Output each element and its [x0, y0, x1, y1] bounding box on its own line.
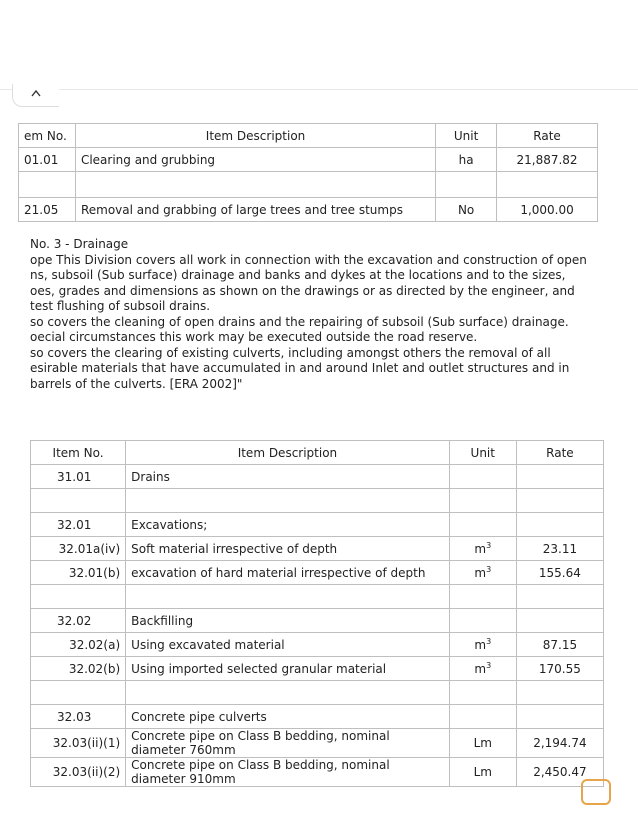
- cell-item-no: 32.02(b): [31, 657, 126, 681]
- cell-rate: 23.11: [516, 537, 603, 561]
- cell-rate: [516, 585, 603, 609]
- cell-unit: [449, 585, 516, 609]
- table-row: [31, 758, 604, 787]
- cell-item-description: Using imported selected granular material: [126, 657, 450, 681]
- paragraph-line: ns, subsoil (Sub surface) drainage and banks and dykes at the locations and to the sizes,: [30, 268, 566, 282]
- cell-unit: $m^3$: [449, 633, 516, 657]
- cell-item-description: excavation of hard material irrespective of depth: [126, 561, 450, 585]
- rates-table-clearing: [18, 123, 598, 222]
- paragraph-line: oes, grades and dimensions as shown on the drawings or as directed by the engineer, and: [30, 283, 575, 298]
- cell-rate: 2,194.74: [516, 729, 603, 758]
- header-unit: Unit: [449, 441, 516, 465]
- cell-item-no: [31, 489, 126, 513]
- table-row: [19, 198, 598, 222]
- cell-unit: ha: [436, 148, 497, 172]
- cell-unit: [449, 465, 516, 489]
- table-row: [31, 561, 604, 585]
- cell-item-description: [126, 489, 450, 513]
- paragraph-line: test flushing of subsoil drains.: [30, 299, 211, 313]
- table-row: [31, 513, 604, 537]
- cell-item-description: [126, 585, 450, 609]
- paragraph-line: esirable materials that have accumulated in and around Inlet and outlet structures and in: [30, 361, 570, 375]
- cell-rate: 2,450.47: [516, 758, 603, 787]
- table-row: [31, 729, 604, 758]
- cell-item-no: 32.03(ii)(2): [31, 758, 126, 787]
- table-row: [31, 465, 604, 489]
- cell-unit: $m^3$: [449, 657, 516, 681]
- cell-item-no: 01.01: [19, 148, 76, 172]
- chevron-up-icon: [31, 90, 41, 97]
- cell-rate: 21,887.82: [497, 148, 598, 172]
- cell-rate: 1,000.00: [497, 198, 598, 222]
- header-item-no: em No.: [19, 124, 76, 148]
- cell-unit: [449, 705, 516, 729]
- cell-item-no: 21.05: [19, 198, 76, 222]
- cell-item-no: 32.02(a): [31, 633, 126, 657]
- cell-item-description: Concrete pipe on Class B bedding, nominal diameter 760mm: [126, 729, 450, 758]
- focus-indicator: [581, 779, 611, 805]
- cell-item-description: Drains: [126, 465, 450, 489]
- cell-unit: [436, 172, 497, 198]
- table-row: [31, 657, 604, 681]
- top-bar: [0, 0, 638, 90]
- table-header-row: [31, 441, 604, 465]
- cell-rate: [516, 513, 603, 537]
- cell-unit: [449, 609, 516, 633]
- cell-unit: $m^3$: [449, 561, 516, 585]
- cell-rate: [516, 609, 603, 633]
- cell-unit: $m^3$: [449, 537, 516, 561]
- cell-item-description: Using excavated material: [126, 633, 450, 657]
- paragraph-line: ope This Division covers all work in connection with the excavation and construction of open: [30, 252, 587, 267]
- table-row: [31, 633, 604, 657]
- collapse-button[interactable]: [12, 84, 59, 107]
- cell-item-no: [31, 585, 126, 609]
- cell-item-no: 32.02: [31, 609, 126, 633]
- cell-item-description: Backfilling: [126, 609, 450, 633]
- cell-unit: [449, 489, 516, 513]
- cell-rate: 87.15: [516, 633, 603, 657]
- cell-rate: [516, 681, 603, 705]
- cell-unit: [449, 513, 516, 537]
- table-row: [31, 681, 604, 705]
- table-header-row: [19, 124, 598, 148]
- table-row: [31, 585, 604, 609]
- table-row: [31, 705, 604, 729]
- cell-unit: No: [436, 198, 497, 222]
- cell-item-no: 32.01: [31, 513, 126, 537]
- cell-item-no: [31, 681, 126, 705]
- header-divider: [0, 89, 638, 90]
- cell-item-description: Concrete pipe culverts: [126, 705, 450, 729]
- cell-item-description: Excavations;: [126, 513, 450, 537]
- cell-item-no: 32.03: [31, 705, 126, 729]
- cell-item-description: [75, 172, 435, 198]
- cell-rate: 155.64: [516, 561, 603, 585]
- table-row: [31, 609, 604, 633]
- cell-item-description: Concrete pipe on Class B bedding, nominal diameter 910mm: [126, 758, 450, 787]
- paragraph-line: barrels of the culverts. [ERA 2002]": [30, 376, 243, 391]
- cell-unit: [449, 681, 516, 705]
- cell-unit: Lm: [449, 729, 516, 758]
- cell-item-description: Soft material irrespective of depth: [126, 537, 450, 561]
- paragraph-line: so covers the clearing of existing culverts, including amongst others the removal of all: [30, 345, 551, 360]
- cell-item-no: 32.03(ii)(1): [31, 729, 126, 758]
- cell-item-no: 31.01: [31, 465, 126, 489]
- header-item-description: Item Description: [75, 124, 435, 148]
- header-rate: Rate: [497, 124, 598, 148]
- header-item-no: Item No.: [31, 441, 126, 465]
- cell-unit: Lm: [449, 758, 516, 787]
- paragraph-line: No. 3 - Drainage: [30, 237, 129, 251]
- cell-item-no: 32.01a(iv): [31, 537, 126, 561]
- cell-rate: [516, 489, 603, 513]
- cell-rate: [497, 172, 598, 198]
- paragraph-line: oecial circumstances this work may be executed outside the road reserve.: [30, 330, 478, 344]
- cell-item-no: [19, 172, 76, 198]
- header-unit: Unit: [436, 124, 497, 148]
- cell-item-description: Clearing and grubbing: [75, 148, 435, 172]
- rates-table-drainage: [30, 440, 604, 787]
- table-row: [31, 489, 604, 513]
- paragraph-line: so covers the cleaning of open drains and the repairing of subsoil (Sub surface) drainage.: [30, 314, 569, 329]
- table-row: [19, 172, 598, 198]
- cell-item-no: 32.01(b): [31, 561, 126, 585]
- table-row: [31, 537, 604, 561]
- table-row: [19, 148, 598, 172]
- header-rate: Rate: [516, 441, 603, 465]
- header-item-description: Item Description: [126, 441, 450, 465]
- cell-rate: 170.55: [516, 657, 603, 681]
- cell-rate: [516, 465, 603, 489]
- cell-item-description: Removal and grabbing of large trees and tree stumps: [75, 198, 435, 222]
- drainage-description: [30, 237, 587, 392]
- cell-item-description: [126, 681, 450, 705]
- cell-rate: [516, 705, 603, 729]
